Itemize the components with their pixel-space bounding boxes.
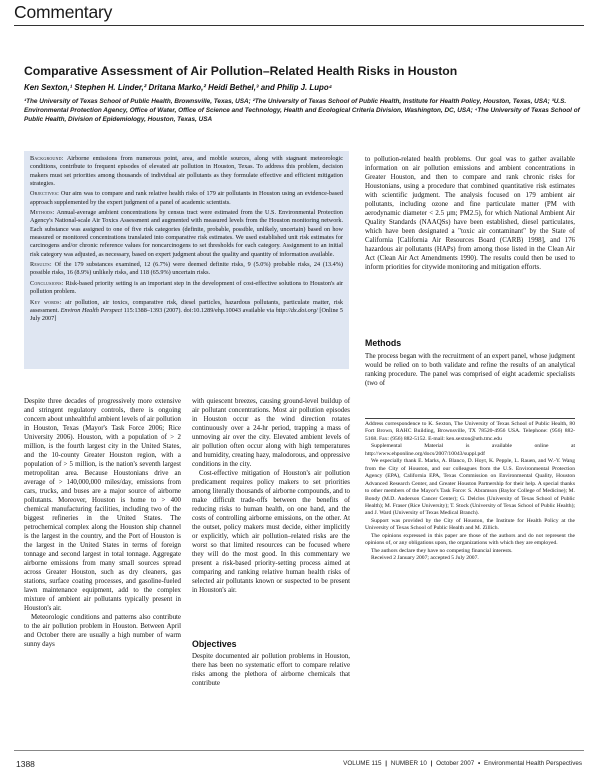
article-title: Comparative Assessment of Air Pollution–Related Health Risks in Houston — [24, 64, 458, 78]
abstract-methods — [30, 209, 343, 259]
citation-text: 115:1388–1393 (2007). doi:10.1289/ehp.10043 available via — [122, 306, 276, 314]
body-column-2 — [192, 397, 350, 595]
abstract-keywords — [30, 299, 343, 324]
notes-rule — [365, 418, 575, 419]
section-label: Commentary — [14, 2, 113, 22]
author-affiliations: ¹The University of Texas School of Public Health, Brownsville, Texas, USA; ²The University of Texas School of Public Health, Institute for Health Policy, Houston, Texas, USA; ³U.S. Environmental Protection Agency, Office of Water, Office of Science and Technology, Health and Ecological Criteria Division, Washington, DC, USA; ⁴The University of Texas School of Public Health, Division of Epidemiology, Houston, Texas, USA — [24, 98, 580, 123]
citation-journal: Environ Health Perspect — [60, 306, 123, 314]
body-column-1 — [24, 397, 181, 649]
author-list: Ken Sexton,¹ Stephen H. Linder,² Dritana Marko,² Heidi Bethel,³ and Philip J. Lupo⁴ — [24, 83, 333, 92]
abstract-objectives — [30, 190, 343, 207]
journal-info — [343, 760, 582, 767]
footer-bullet: • — [478, 760, 481, 767]
abstract-methods-label: Methods: — [30, 209, 55, 217]
abstract-background — [30, 155, 343, 188]
objectives-section — [192, 652, 350, 688]
body-paragraph: Despite three decades of progressively more extensive and stringent regulatory controls, there is ongoing concern about unhealthful ambient levels of air pollution in Houston, Texas (Mayor's Task Force 2006; Rice University 2006). Houston, with a population of > 2 million, is the fourth largest city in the United States, and the 10-county Greater Houston region, with a population of > 5 million, is the nation's seventh largest metropolitan area. Because Houstonians drive an average of > 140,000,000 miles/day, emissions from cars, trucks, and buses are a major source of airborne pollutants. Moreover, Houston is home to > 400 chemical manufacturing facilities, including two of the biggest refineries in the United States. The petrochemical complex along the Houston ship channel is the largest in the country, and the Port of Houston is the largest in the United States in terms of foreign tonnage and second largest in total tonnage. Aggregate airborne emissions from many small sources spread across Greater Houston, such as dry cleaners, gas stations, surface coating processes, and gasoline-fueled lawn maintenance equipment, add to the complex mixture of ambient air pollutants typically present in Houston's air. — [24, 398, 181, 612]
abstract-box — [24, 151, 349, 369]
citation-online-date: [Online 5 July 2007] — [30, 306, 343, 323]
abstract-results — [30, 261, 343, 278]
footer-separator: | — [385, 760, 388, 767]
abstract-results-label: Results: — [30, 261, 52, 269]
volume-label: VOLUME 115 — [343, 760, 382, 767]
abstract-background-label: Background: — [30, 155, 64, 162]
body-paragraph: with quiescent breezes, causing ground-level buildup of air pollutant concentrations. Most air pollution episodes in Houston occur as the wind direction rotates continuously over a 24-hr period, trapping a mass of unmoving air over the city. Elevated ambient levels of air pollution often occur along with high temperatures and humidity, creating hazy, malodorous, and oppressive conditions in the city. — [192, 398, 350, 468]
abstract-conclusions — [30, 280, 343, 297]
competing-interests-note: The authors declare they have no competing financial interests. — [371, 547, 513, 554]
correspondence-note: Address correspondence to K. Sexton, The University of Texas School of Public Health, 80 Fort Brown, RAHC Building, Brownsville, TX 78520-4956 USA. Telephone: (956) 882-5168. Fax: (956) 882-5152. E-mail: ken.sexton@uth.tmc.edu — [365, 421, 575, 442]
footer-separator: | — [430, 760, 433, 767]
issue-date: October 2007 — [436, 760, 475, 767]
received-note: Received 2 January 2007; accepted 5 July 2007. — [371, 555, 479, 562]
issue-number: NUMBER 10 — [390, 760, 427, 767]
keywords-label: Key words: — [30, 298, 62, 306]
page-number: 1388 — [16, 759, 35, 769]
author-notes — [365, 421, 575, 563]
support-note: Support was provided by the City of Houston, the Institute for Health Policy at the University of Texas School of Public Health and M. Zillich. — [365, 517, 575, 532]
journal-name: Environmental Health Perspectives — [484, 760, 582, 767]
objectives-heading: Objectives — [192, 639, 237, 649]
abstract-results-text: Of the 179 substances examined, 12 (6.7%) were deemed definite risks, 9 (5.0%) probable risks, 24 (13.4%) possible risks, 16 (8.9%) unlikely risks, and 118 (65.9%) uncertain risks. — [30, 261, 343, 277]
body-paragraph: Despite documented air pollution problems in Houston, there has been no systematic effort to compare relative risks among the plethora of airborne chemicals that contribute — [192, 653, 350, 687]
methods-section — [365, 352, 575, 388]
abstract-background-text: Airborne emissions from numerous point, area, and mobile sources, along with stagnant meteorologic conditions, contribute to frequent episodes of elevated air pollution in Houston, Texas. To address this problem, decision makers must set priorities among thousands of individual air pollutants as they formulate effective and efficient mitigation strategies. — [30, 155, 343, 188]
abstract-objectives-label: Objectives: — [30, 190, 60, 198]
acknowledgments-note: We especially thank E. Marks, A. Blanco, D. Hoyt, K. Pepple, L. Rauen, and W.-Y. Wang from the City of Houston, and our colleagues from the U.S. Environmental Protection Agency (EPA), California EPA, Texas Commission on Environmental Quality, Houston Advanced Research Center, and Greater Houston Partnership for their help. A special thanks to other members of the Mayor's Task Force: S. Abramson (Baylor College of Medicine); M. Bondy (M.D. Anderson Cancer Center); G. Delclos (University of Texas School of Public Health); M. Fraser (Rice University); T. Stock (University of Texas School of Public Health); and J. Ward (University of Texas Medical Branch). — [365, 458, 575, 517]
abstract-conclusions-text: Risk-based priority setting is an important step in the development of cost-effective solutions to Houston's air pollution problem. — [30, 279, 343, 296]
abstract-methods-text: Annual-average ambient concentrations by census tract were estimated from the U.S. Environmental Protection Agency's National-scale Air Toxics Assessment and augmented with measured levels from the Houston monitoring network. Each substance was assigned to one of five risk categories (definite, probable, possible, unlikely, uncertain) based on how measured or monitored concentrations translated into comparative risk estimates. We used established unit risk estimates for carcinogens and/or chronic reference values for noncarcinogens to set thresholds for each category. Assignment to an initial risk category was adjusted, as necessary, based on expert judgment about the quality and quantity of information available. — [30, 209, 343, 258]
body-paragraph: to pollution-related health problems. Our goal was to gather available information on air pollution emissions and ambient concentrations in Greater Houston, and then to compare and rank chronic risks for Houstonians, using a procedure that combined quantitative risk estimates with scientific judgment. The analysis focused on 179 ambient air pollutants, including ozone and fine particulate matter (PM with aerodynamic diameter < 2.5 µm; PM2.5), for which National Ambient Air Quality Standards (NAAQSs) have been established, diesel particulates, which have been designated a "toxic air contaminant" by the State of California [California Air Resources Board (CARB) 1998], and 176 hazardous air pollutants (HAPs) from among those listed in the Clean Air Act (Clean Air Act Amendments 1990). The results could then be used to inform priorities for citywide monitoring and mitigation efforts. — [365, 156, 575, 271]
body-column-3 — [365, 155, 575, 272]
methods-heading: Methods — [365, 338, 402, 348]
opinions-note: The opinions expressed in this paper are those of the authors and do not represent the opinions of, or any obligations upon, the organizations with which they are employed. — [365, 532, 575, 547]
header-rule — [14, 25, 584, 26]
footer-rule — [14, 750, 584, 751]
supplemental-note: Supplemental Material is available online at http://www.ehponline.org/docs/2007/10043/suppl.pdf — [365, 443, 575, 457]
body-paragraph: Cost-effective mitigation of Houston's air pollution predicament requires policy makers to set priorities among literally thousands of airborne compounds, and to make difficult trade-offs between the benefits of reducing risks to human health, on one hand, and the costs of controlling airborne emissions, on the other. At the outset, policy makers must decide, either implicitly or explicitly, which air pollution–related risks are the worst so that limited resources can be focused where they will do the most good. In this commentary we present a risk-based priority-setting process aimed at comparing and ranking relative human health risks of selected air pollutants known or suspected to be present in Houston's air. — [192, 470, 350, 594]
body-paragraph: Meteorologic conditions and patterns also contribute to the air pollution problem in Houston. Between April and October there are usually a high number of warm sunny days — [24, 614, 181, 648]
abstract-objectives-text: Our aim was to compare and rank relative health risks of 179 air pollutants in Houston using an evidence-based approach supplemented by the expert judgment of a panel of academic scientists. — [30, 190, 343, 206]
body-paragraph: The process began with the recruitment of an expert panel, whose judgment would be relied on to both validate and refine the results of an analytical ranking procedure. The panel was comprised of eight academic specialists (two of — [365, 353, 575, 387]
citation-url-link[interactable]: http://dx.doi.org/ — [275, 306, 318, 314]
abstract-conclusions-label: Conclusions: — [30, 279, 64, 287]
keywords-text: air pollution, air toxics, comparative risk, diesel particles, hazardous pollutants, particulate matter, risk assessment. — [30, 298, 343, 314]
